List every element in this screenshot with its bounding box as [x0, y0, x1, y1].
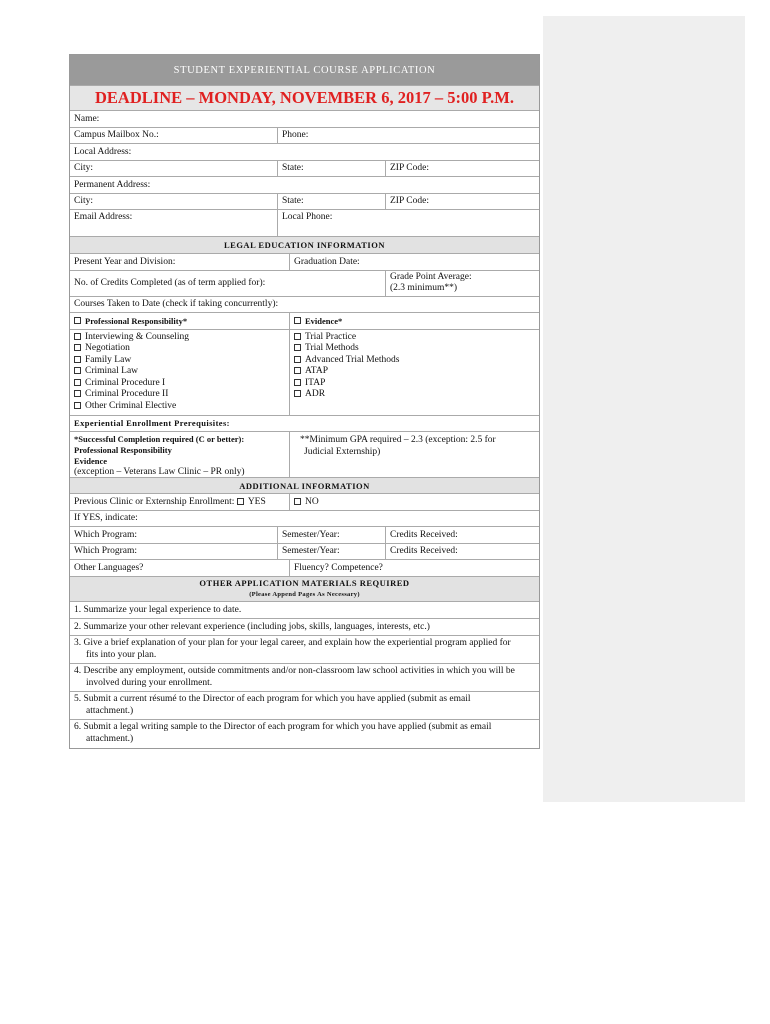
evidence-header[interactable] — [289, 313, 539, 329]
materials-title: OTHER APPLICATION MATERIALS REQUIRED — [199, 577, 410, 588]
checkbox-icon[interactable] — [294, 390, 301, 397]
course-label: Family Law — [85, 354, 132, 365]
checkbox-icon[interactable] — [74, 356, 81, 363]
pr-header-label: Professional Responsibility* — [85, 315, 188, 326]
checkbox-icon[interactable] — [294, 333, 301, 340]
gpa-requirement: **Minimum GPA required – 2.3 (exception: 2.5 for — [300, 435, 496, 445]
course-checkbox-item[interactable] — [294, 332, 356, 344]
course-checkbox-item[interactable] — [294, 343, 359, 355]
no-checkbox-icon[interactable] — [294, 498, 301, 505]
previous-enrollment-label: Previous Clinic or Externship Enrollment: — [74, 496, 235, 507]
which-program-field[interactable]: Which Program: — [74, 529, 138, 540]
additional-header-row — [70, 478, 539, 494]
courses-taken-label: Courses Taken to Date (check if taking concurrently): — [74, 299, 279, 310]
materials-subtitle: (Please Append Pages As Necessary) — [249, 590, 360, 598]
other-languages-field[interactable]: Other Languages? — [74, 562, 144, 573]
material-text: 5. Submit a current résumé to the Director of each program for which you have applied (submit as email — [74, 693, 471, 704]
material-item-5 — [70, 692, 539, 719]
prereq-exception: (exception – Veterans Law Clinic – PR only) — [74, 467, 245, 477]
credits-field[interactable]: No. of Credits Completed (as of term applied for): — [74, 278, 266, 288]
form-title: STUDENT EXPERIENTIAL COURSE APPLICATION — [70, 55, 539, 85]
prereq-header-row — [70, 416, 539, 433]
prereq-row — [70, 432, 539, 478]
email-field[interactable]: Email Address: — [74, 212, 133, 222]
checkbox-icon[interactable] — [294, 367, 301, 374]
local-address-row — [70, 144, 539, 161]
no-label: NO — [305, 496, 319, 507]
mailbox-field[interactable]: Campus Mailbox No.: — [74, 130, 159, 141]
materials-header-row — [70, 577, 539, 602]
program-row-2 — [70, 544, 539, 561]
deadline-banner: DEADLINE – MONDAY, NOVEMBER 6, 2017 – 5:00 P.M. — [70, 86, 539, 110]
material-text: 2. Summarize your other relevant experience (including jobs, skills, languages, interests, etc.) — [74, 621, 430, 632]
checkbox-icon[interactable] — [74, 333, 81, 340]
additional-section-header: ADDITIONAL INFORMATION — [70, 478, 539, 493]
course-checkbox-item[interactable] — [74, 401, 176, 413]
course-lists-row — [70, 330, 539, 416]
mailbox-row — [70, 128, 539, 145]
pr-header[interactable] — [70, 313, 289, 329]
graduation-date-field[interactable]: Graduation Date: — [289, 254, 539, 270]
local-city-field[interactable]: City: — [74, 163, 94, 174]
languages-row — [70, 560, 539, 577]
checkbox-icon[interactable] — [74, 390, 81, 397]
permanent-city-field[interactable]: City: — [74, 196, 94, 207]
course-checkbox-item[interactable] — [294, 366, 328, 378]
course-label: Trial Practice — [305, 331, 357, 342]
course-label: Interviewing & Counseling — [85, 331, 189, 342]
material-item — [70, 619, 539, 636]
checkbox-icon[interactable] — [294, 379, 301, 386]
local-phone-field[interactable]: Local Phone: — [277, 210, 539, 236]
permanent-address-row — [70, 177, 539, 194]
email-row — [70, 210, 539, 237]
material-item — [70, 692, 539, 720]
material-item — [70, 664, 539, 692]
course-label: Negotiation — [85, 343, 130, 353]
material-text-cont: fits into your plan. — [86, 650, 157, 660]
material-text: 1. Summarize your legal experience to date. — [74, 604, 242, 615]
application-form — [69, 54, 540, 749]
course-checkbox-item[interactable] — [74, 343, 130, 355]
course-label: Criminal Procedure I — [85, 377, 166, 388]
title-row — [70, 55, 539, 86]
right-course-list — [289, 330, 539, 415]
course-label: ADR — [305, 389, 326, 399]
if-yes-label: If YES, indicate: — [74, 513, 138, 524]
material-item-6 — [70, 720, 539, 748]
evidence-checkbox-icon[interactable] — [294, 317, 301, 324]
material-text-cont: attachment.) — [86, 734, 134, 744]
if-yes-row — [70, 511, 539, 528]
local-address-field[interactable]: Local Address: — [74, 146, 132, 157]
no-option[interactable] — [289, 494, 539, 510]
checkbox-icon[interactable] — [74, 367, 81, 374]
left-course-list — [70, 330, 289, 415]
which-program-field[interactable]: Which Program: — [74, 546, 138, 557]
gpa-label: Grade Point Average: — [390, 272, 472, 282]
checkbox-icon[interactable] — [294, 344, 301, 351]
checkbox-icon[interactable] — [74, 379, 81, 386]
legal-section-header: LEGAL EDUCATION INFORMATION — [70, 237, 539, 253]
course-headers-row — [70, 313, 539, 330]
yes-checkbox-icon[interactable] — [237, 498, 244, 505]
material-text: 3. Give a brief explanation of your plan for your legal career, and explain how the experiential program applied for — [74, 637, 511, 648]
course-label: ITAP — [305, 377, 326, 388]
course-checkbox-item[interactable] — [294, 378, 325, 390]
credits-received-field[interactable]: Credits Received: — [385, 527, 539, 543]
prereq-left — [70, 432, 289, 477]
course-checkbox-item[interactable] — [74, 366, 138, 378]
phone-field[interactable]: Phone: — [277, 128, 539, 144]
credits-received-field[interactable]: Credits Received: — [385, 544, 539, 560]
pr-checkbox-icon[interactable] — [74, 317, 81, 324]
course-checkbox-item[interactable] — [74, 332, 189, 344]
prereq-completion: *Successful Completion required (C or better): — [74, 434, 245, 444]
local-city-row — [70, 161, 539, 178]
material-text-cont: attachment.) — [86, 706, 134, 716]
material-text: 4. Describe any employment, outside commitments and/or non-classroom law school activities in which you will be — [74, 665, 515, 676]
gpa-minimum: (2.3 minimum**) — [390, 283, 458, 293]
permanent-city-row — [70, 194, 539, 211]
checkbox-icon[interactable] — [74, 344, 81, 351]
course-checkbox-item[interactable] — [74, 355, 131, 367]
previous-enrollment — [70, 494, 289, 510]
local-state-field[interactable]: State: — [277, 161, 385, 177]
material-item-4 — [70, 664, 539, 691]
course-label: Advanced Trial Methods — [305, 354, 400, 365]
permanent-state-field[interactable]: State: — [277, 194, 385, 210]
prereq-header: Experiential Enrollment Prerequisites: — [74, 418, 230, 429]
gpa-field[interactable] — [385, 271, 539, 296]
course-label: Criminal Law — [85, 366, 139, 376]
side-panel — [543, 16, 745, 802]
course-label: ATAP — [305, 366, 328, 376]
course-label: Other Criminal Elective — [85, 400, 177, 411]
material-text: 6. Submit a legal writing sample to the Director of each program for which you have applied (submit as email — [74, 721, 492, 732]
permanent-zip-field[interactable]: ZIP Code: — [385, 194, 539, 210]
deadline-row — [70, 86, 539, 111]
semester-field[interactable]: Semester/Year: — [277, 544, 385, 560]
courses-taken-row — [70, 297, 539, 314]
material-text-cont: involved during your enrollment. — [86, 678, 213, 688]
yes-label: YES — [247, 496, 266, 507]
fluency-field[interactable]: Fluency? Competence? — [289, 560, 539, 576]
course-label: Trial Methods — [305, 343, 359, 353]
course-checkbox-item[interactable] — [294, 355, 399, 367]
previous-enrollment-row — [70, 494, 539, 511]
credits-row — [70, 271, 539, 297]
local-zip-field[interactable]: ZIP Code: — [385, 161, 539, 177]
material-item-1 — [70, 602, 539, 618]
material-item-2 — [70, 619, 539, 635]
prereq-right — [289, 432, 539, 477]
present-year-field[interactable]: Present Year and Division: — [74, 256, 176, 267]
year-row — [70, 254, 539, 271]
program-row-1 — [70, 527, 539, 544]
evidence-header-label: Evidence* — [305, 315, 343, 326]
material-item — [70, 602, 539, 619]
prereq-pr: Professional Responsibility — [74, 445, 172, 455]
legal-header-row — [70, 237, 539, 254]
course-checkbox-item[interactable] — [294, 389, 325, 401]
material-item — [70, 636, 539, 664]
course-label: Criminal Procedure II — [85, 389, 169, 399]
checkbox-icon[interactable] — [74, 402, 81, 409]
gpa-exception: Judicial Externship) — [304, 447, 381, 457]
materials-section-header — [70, 577, 539, 601]
course-checkbox-item[interactable] — [74, 378, 165, 390]
name-row — [70, 111, 539, 128]
material-item — [70, 720, 539, 748]
prereq-evidence: Evidence — [74, 456, 108, 466]
permanent-address-field[interactable]: Permanent Address: — [74, 179, 151, 190]
checkbox-icon[interactable] — [294, 356, 301, 363]
course-checkbox-item[interactable] — [74, 389, 168, 401]
semester-field[interactable]: Semester/Year: — [277, 527, 385, 543]
name-field[interactable]: Name: — [74, 113, 100, 124]
material-item-3 — [70, 636, 539, 663]
